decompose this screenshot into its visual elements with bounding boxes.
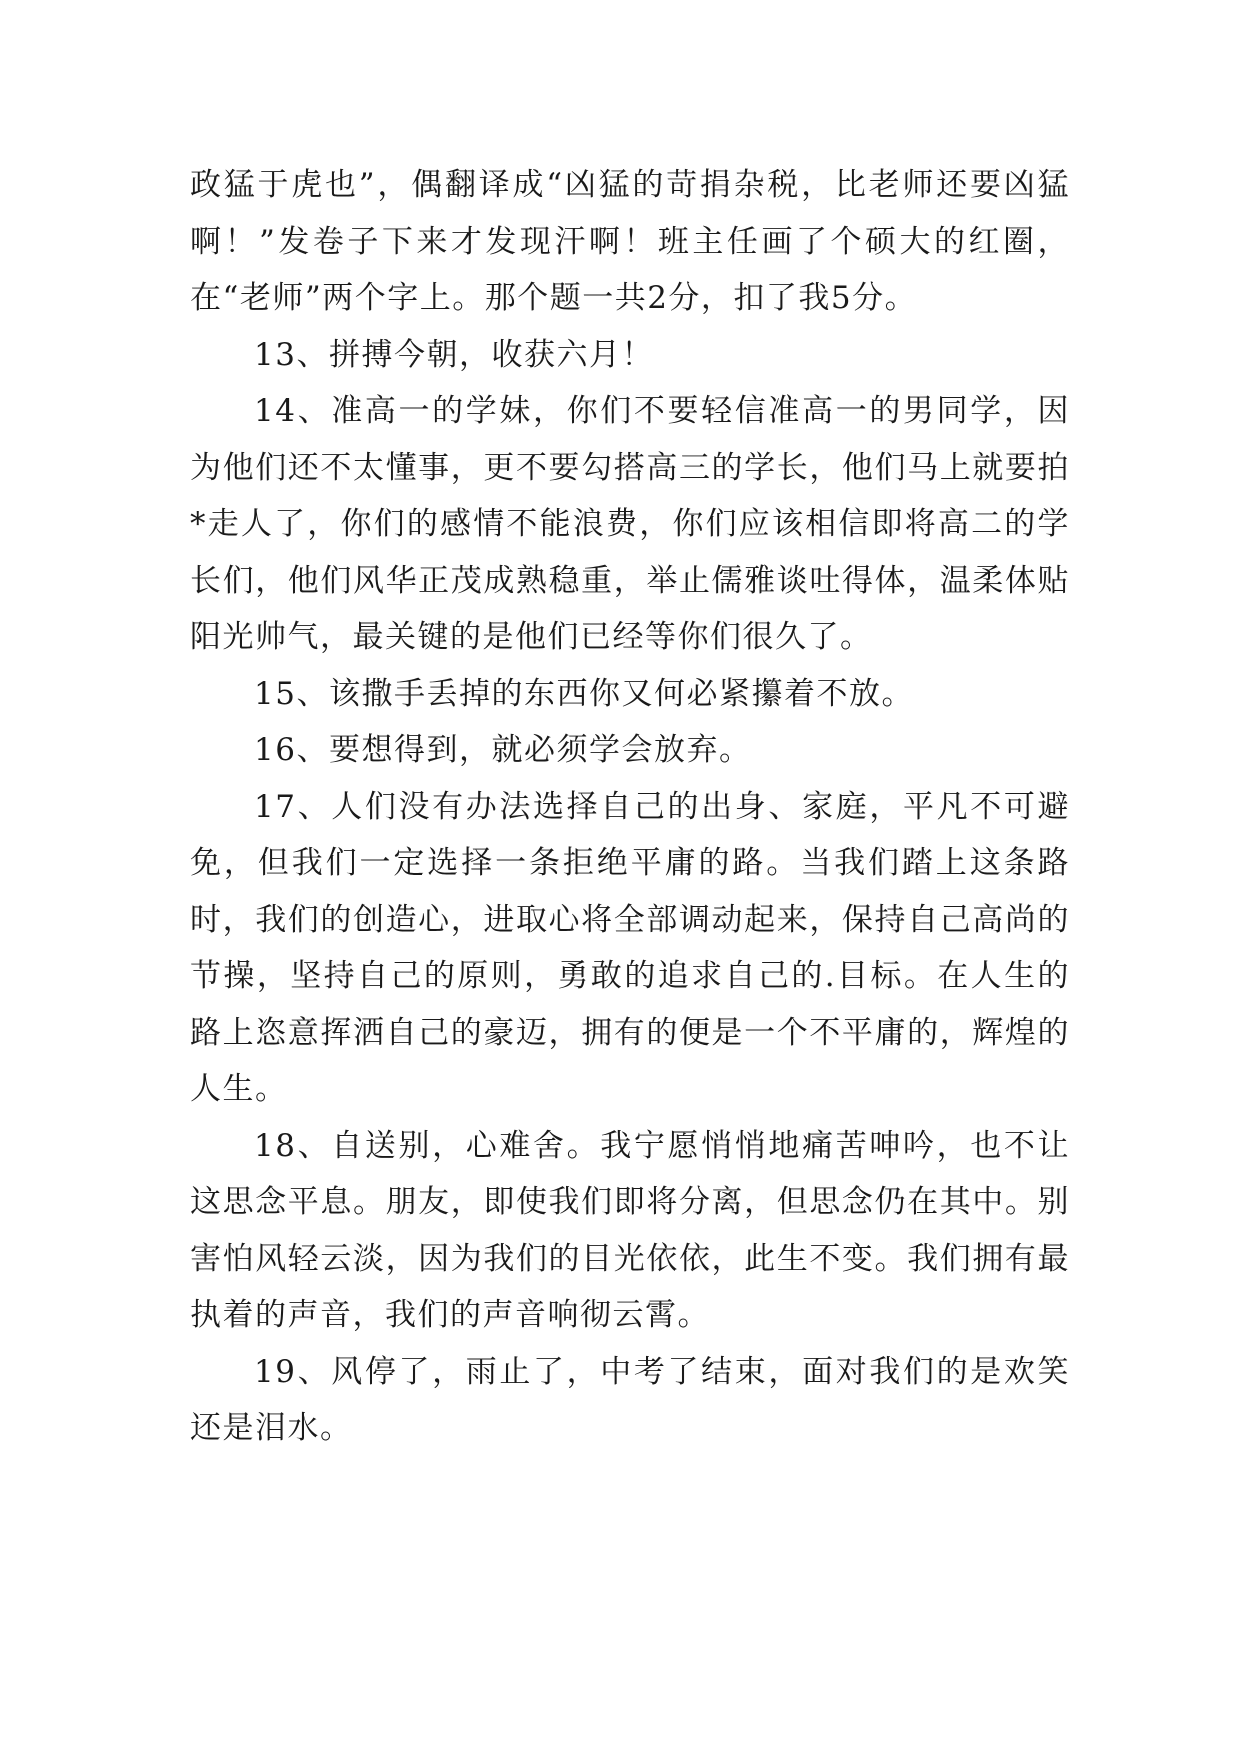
paragraph-17: 17、人们没有办法选择自己的出身、家庭，平凡不可避免，但我们一定选择一条拒绝平庸的路。当我们踏上这条路时，我们的创造心，进取心将全部调动起来，保持自己高尚的节操，坚持自己的原则，勇敢的追求自己的.目标。在人生的路上恣意挥洒自己的豪迈，拥有的便是一个不平庸的，辉煌的人生。 [190,788,1070,1107]
paragraph-15: 15、该撒手丢掉的东西你又何必紧攥着不放。 [254,675,914,712]
paragraph-13: 13、拼搏今朝，收获六月！ [254,336,654,373]
document-body [190,157,1070,1457]
paragraph-14: 14、准高一的学妹，你们不要轻信准高一的男同学，因为他们还不太懂事，更不要勾搭高三的学长，他们马上就要拍*走人了，你们的感情不能浪费，你们应该相信即将高二的学长们，他们风华正茂成熟稳重，举止儒雅谈吐得体，温柔体贴阳光帅气，最关键的是他们已经等你们很久了。 [190,393,1070,655]
paragraph-continued: 政猛于虎也”，偶翻译成“凶猛的苛捐杂税，比老师还要凶猛啊！”发卷子下来才发现汗啊！班主任画了个硕大的红圈，在“老师”两个字上。那个题一共2分，扣了我5分。 [190,167,1070,316]
paragraph-16: 16、要想得到，就必须学会放弃。 [254,732,752,768]
paragraph-19: 19、风停了，雨止了，中考了结束，面对我们的是欢笑还是泪水。 [190,1353,1070,1446]
paragraph-18: 18、自送别，心难舍。我宁愿悄悄地痛苦呻吟，也不让这思念平息。朋友，即使我们即将分离，但思念仍在其中。别害怕风轻云淡，因为我们的目光依依，此生不变。我们拥有最执着的声音，我们的声音响彻云霄。 [190,1127,1070,1333]
